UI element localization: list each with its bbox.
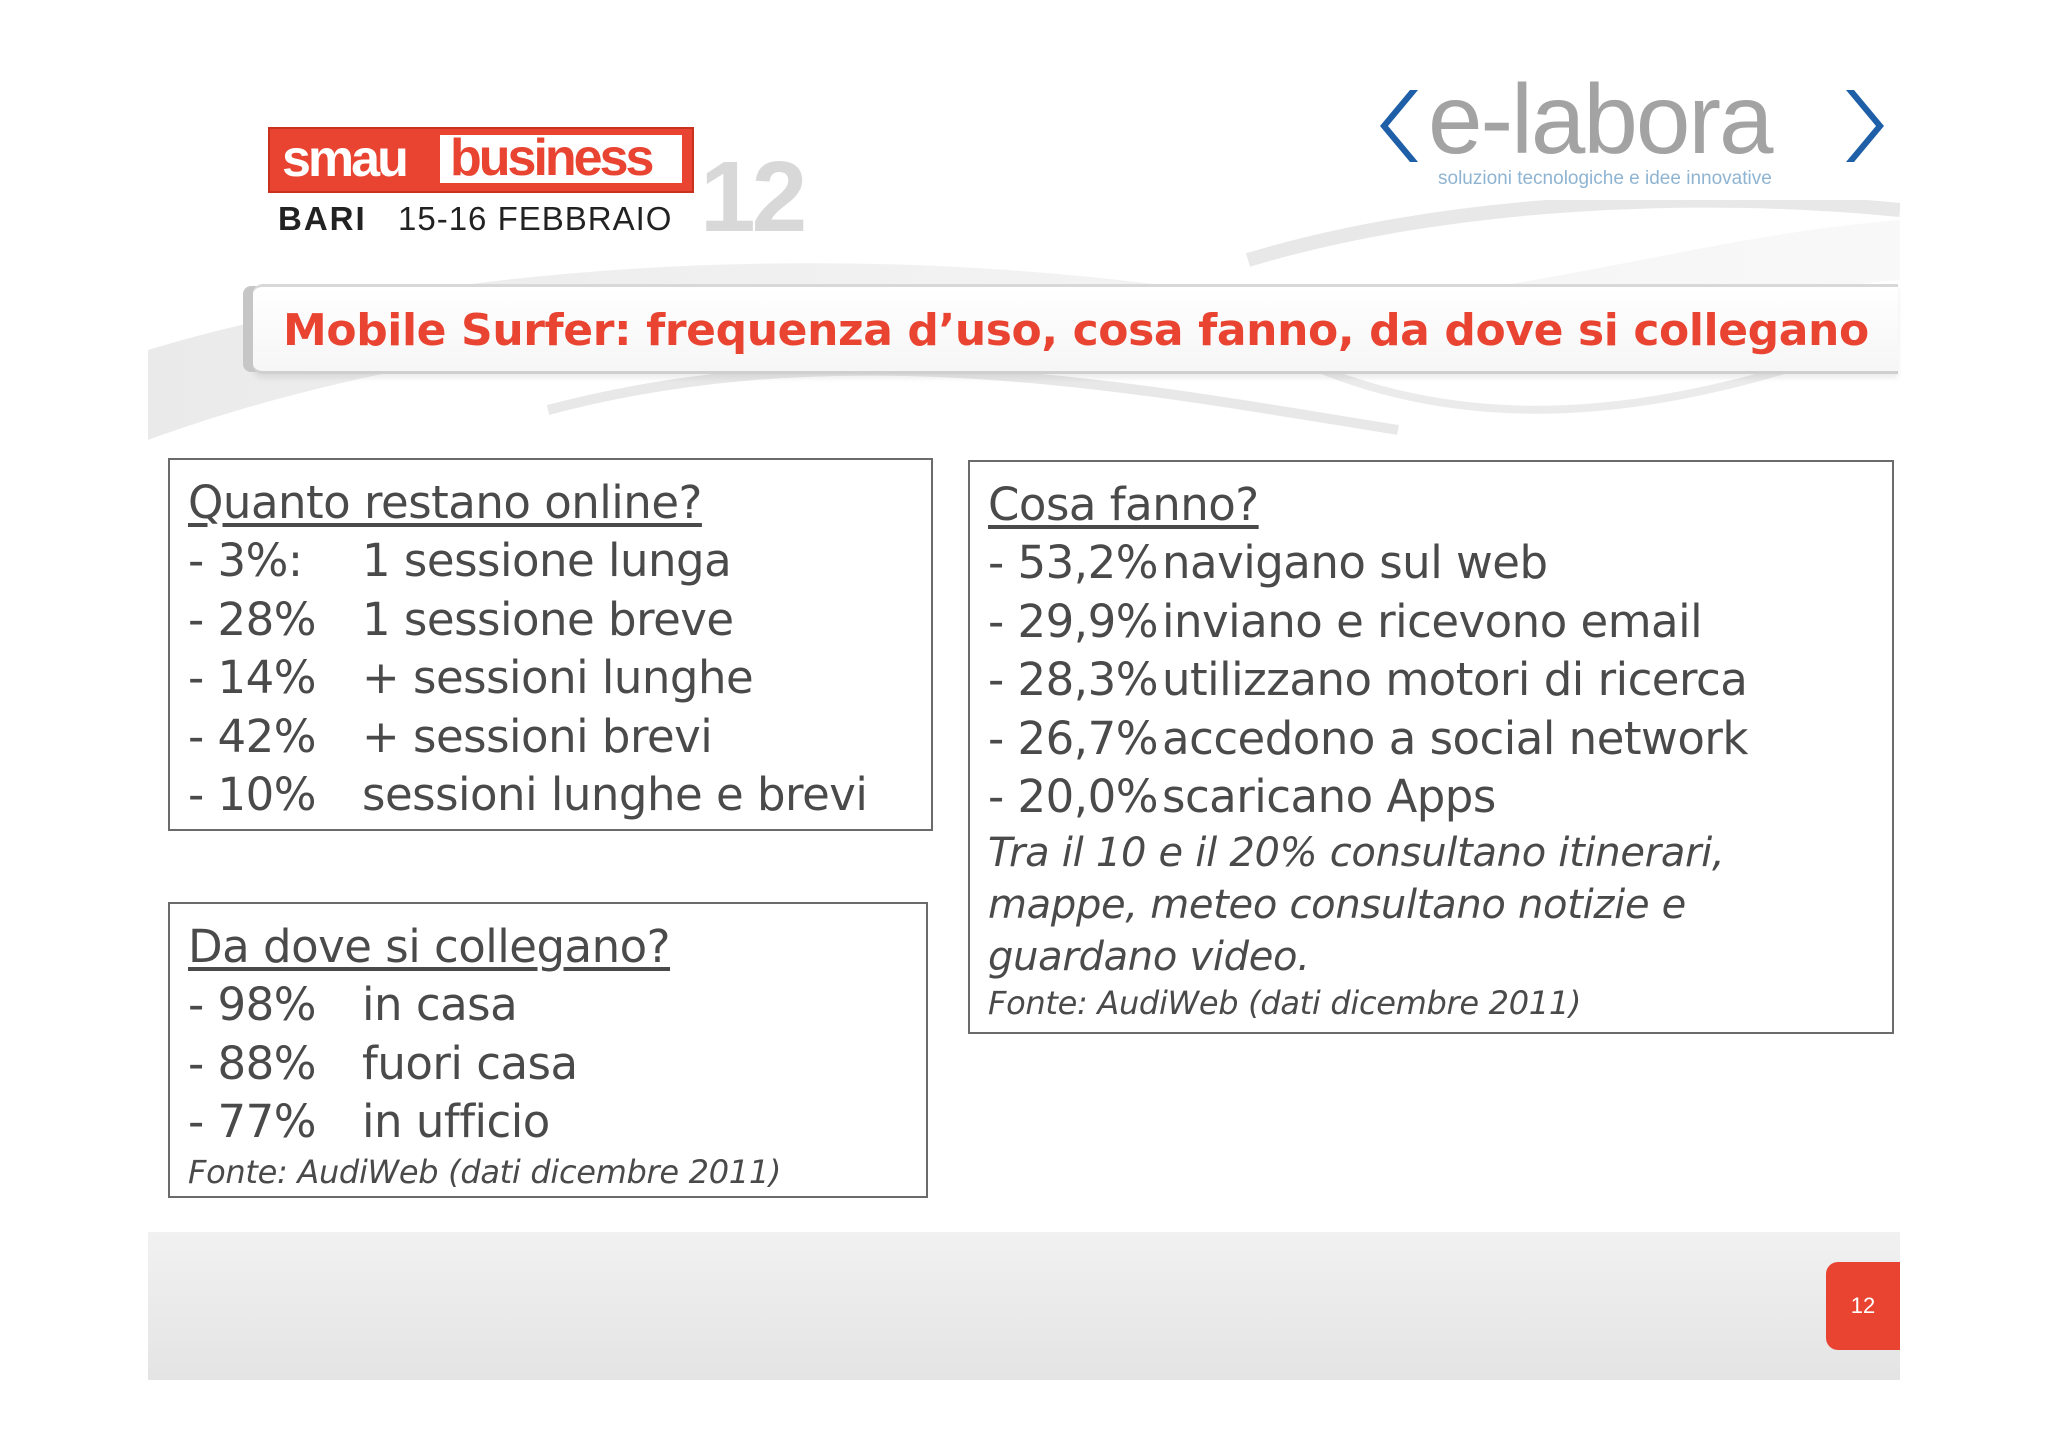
- list-item-percent: - 98%: [188, 978, 317, 1031]
- list-item: [988, 651, 1748, 710]
- activities-box: [968, 460, 1894, 1034]
- e-labora-wordmark: e-labora: [1428, 64, 1772, 174]
- connection-location-box: [168, 902, 928, 1198]
- list-item-label: in casa: [362, 978, 518, 1031]
- list-item: [188, 649, 754, 708]
- connection-location-heading: Da dove si collegano?: [188, 920, 671, 973]
- page-title: Mobile Surfer: frequenza d’uso, cosa fanno, da dove si collegano: [283, 305, 1869, 356]
- list-item-percent: - 29,9%: [988, 594, 1158, 648]
- list-item-label: + sessioni lunghe: [362, 651, 754, 704]
- page-number-badge: [1826, 1262, 1900, 1350]
- list-item-percent: - 14%: [188, 651, 317, 704]
- activities-heading: Cosa fanno?: [988, 478, 1259, 531]
- smau-logo-dates: 15-16 FEBBRAIO: [398, 200, 673, 237]
- source-note: Fonte: AudiWeb (dati dicembre 2011): [988, 983, 1582, 1022]
- source-note: Fonte: AudiWeb (dati dicembre 2011): [188, 1152, 782, 1191]
- list-item-percent: - 77%: [188, 1095, 317, 1148]
- list-item-label: 1 sessione lunga: [362, 534, 732, 587]
- list-item-label: sessioni lunghe e brevi: [362, 768, 868, 821]
- list-item-percent: - 28,3%: [988, 653, 1158, 706]
- list-item: [188, 976, 781, 1035]
- list-item: [188, 708, 713, 767]
- list-item-label: navigano sul web: [1162, 536, 1548, 589]
- list-item: [988, 710, 1748, 769]
- list-item-label: in ufficio: [362, 1095, 550, 1148]
- e-labora-logo: [1380, 64, 1890, 202]
- list-item-percent: - 26,7%: [988, 711, 1158, 765]
- list-item-percent: - 20,0%: [988, 770, 1158, 823]
- list-item-percent: - 42%: [188, 709, 317, 763]
- list-item-percent: - 3%:: [188, 534, 303, 587]
- list-item-label: fuori casa: [362, 1036, 578, 1090]
- list-item: [988, 593, 1724, 652]
- list-item: [188, 766, 868, 825]
- list-item-label: 1 sessione breve: [362, 592, 734, 646]
- list-item: [188, 1093, 781, 1152]
- activities-note-line: guardano video.: [988, 933, 1310, 980]
- list-item-percent: - 88%: [188, 1036, 317, 1090]
- activities-note-line: mappe, meteo consultano notizie e: [988, 881, 1686, 928]
- list-item-percent: - 10%: [188, 768, 317, 821]
- smau-logo-city: BARI: [278, 200, 367, 237]
- list-item: [988, 768, 1724, 827]
- online-duration-box: [168, 458, 933, 831]
- e-labora-tagline: soluzioni tecnologiche e idee innovative: [1438, 168, 1772, 189]
- list-item: [188, 591, 734, 650]
- list-item-percent: - 28%: [188, 592, 317, 646]
- smau-logo-year: 12: [700, 141, 804, 253]
- list-item-label: + sessioni brevi: [362, 709, 713, 763]
- list-item: [188, 1035, 781, 1094]
- list-item-label: inviano e ricevono email: [1162, 594, 1703, 648]
- list-item-label: utilizzano motori di ricerca: [1162, 653, 1748, 706]
- smau-logo-brand: smau: [282, 130, 406, 188]
- list-item-label: scaricano Apps: [1162, 770, 1496, 823]
- title-bar: [253, 284, 1898, 374]
- online-duration-heading: Quanto restano online?: [188, 476, 702, 529]
- list-item: [988, 534, 1724, 593]
- activities-note-line: Tra il 10 e il 20% consultano itinerari,: [988, 829, 1725, 876]
- smau-logo-product: business: [450, 129, 652, 187]
- list-item-percent: - 53,2%: [988, 536, 1158, 589]
- list-item: [188, 532, 732, 591]
- footer-band: [148, 1232, 1900, 1380]
- list-item-label: accedono a social network: [1162, 711, 1748, 765]
- smau-business-logo: [268, 127, 808, 253]
- page-number: 12: [1850, 1293, 1876, 1318]
